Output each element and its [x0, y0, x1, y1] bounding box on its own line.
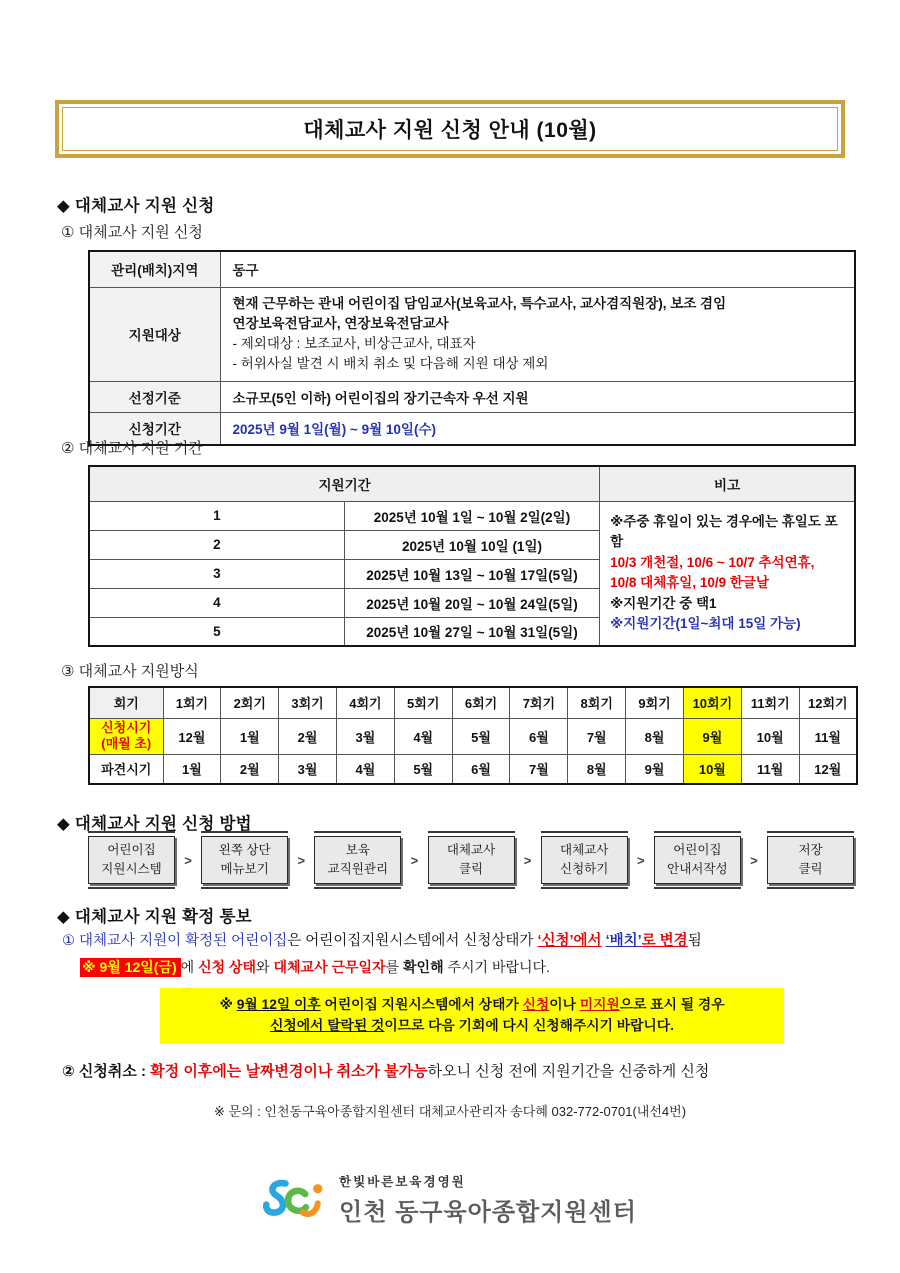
period-range: 2025년 10월 13일 ~ 10월 17일(5일): [344, 559, 599, 588]
row-value-target: [220, 287, 855, 381]
col-header: 6회기: [452, 687, 510, 718]
row-label-apply-time: [89, 718, 163, 754]
confirm-text: 에: [180, 959, 199, 975]
target-line: 연장보육전담교사, 연장보육전담교사: [232, 315, 449, 331]
apply-label-line: (매월 초): [101, 736, 152, 751]
table-row-dispatch-time: [89, 754, 857, 784]
period-range: 2025년 10월 27일 ~ 10월 31일(5일): [344, 617, 599, 646]
dispatch-month: 1월: [163, 754, 221, 784]
rejection-notice-box: [160, 988, 784, 1044]
apply-month: 11월: [799, 718, 857, 754]
row-value-criteria: 소규모(5인 이하) 어린이집의 장기근속자 우선 지원: [220, 381, 855, 412]
step-line: 저장: [798, 842, 823, 857]
confirm-line-1: [62, 929, 892, 950]
table-row: [89, 501, 855, 530]
date-badge: ※ 9월 12일(금): [80, 958, 181, 977]
step-line: 대체교사: [560, 842, 609, 857]
notice-line-2: [166, 1015, 778, 1036]
cancel-text: 하오니 신청 전에 지원기간을 신중하게 신청: [427, 1063, 710, 1080]
step-line: 대체교사: [446, 842, 496, 857]
cancel-warning: 확정 이후에는 날짜변경이나 취소가 불가능: [150, 1063, 428, 1080]
row-label-dispatch-time: 파견시기: [89, 754, 163, 784]
notice-text: 이므로 다음 기회에 다시 신청해주시기 바랍니다.: [384, 1018, 674, 1034]
notice-text: 어린이집 지원시스템에서 상태가: [320, 997, 523, 1012]
target-line: 현재 근무하는 관내 어린이집 담임교사(보육교사, 특수교사, 교사겸직원장), 보조 겸임: [232, 295, 727, 311]
step-line: 보육: [345, 842, 370, 857]
step-box-guide-write: [654, 836, 741, 884]
dispatch-month: 7월: [510, 754, 568, 784]
confirm-text: 은 어린이집지원시스템에서 신청상태가: [287, 933, 538, 949]
col-header: 2회기: [221, 687, 279, 718]
center-logo-icon: [263, 1174, 329, 1226]
apply-month: 7월: [568, 718, 626, 754]
col-header: 3회기: [279, 687, 337, 718]
confirm-text: 를: [385, 959, 404, 975]
notice-line-1: [166, 994, 778, 1015]
footer-logo: [0, 1172, 900, 1227]
step-line: 어린이집: [673, 842, 722, 857]
note-line: 10/3 개천절, 10/6 ~ 10/7 추석연휴,: [610, 554, 815, 570]
notice-rejected-phrase: 신청에서 탈락된 것: [270, 1018, 385, 1034]
col-header-note: 비고: [600, 466, 855, 501]
page-title: 대체교사 지원 신청 안내 (10월): [303, 119, 597, 142]
step-box-staff-mgmt: [314, 836, 401, 884]
confirm-verify: 확인해: [403, 959, 444, 975]
confirm-text: 됨: [687, 933, 702, 949]
row-label-region: 관리(배치)지역: [89, 251, 220, 287]
row-value-region: 동구: [220, 251, 855, 287]
dispatch-month: 8월: [568, 754, 626, 784]
dispatch-month: 4월: [336, 754, 394, 784]
note-line: ※주중 휴일이 있는 경우에는 휴일도 포함: [610, 513, 838, 550]
confirm-changed: 로 변경: [641, 933, 688, 949]
section-confirm-heading: ◆ 대체교사 지원 확정 통보: [57, 908, 252, 926]
apply-month: 6월: [510, 718, 568, 754]
apply-month: 3월: [336, 718, 394, 754]
col-header: 4회기: [336, 687, 394, 718]
step-box-system: [88, 836, 175, 884]
col-header: 11회기: [741, 687, 799, 718]
step-box-save: [767, 836, 854, 884]
confirm-check-status: 신청 상태: [198, 959, 257, 975]
period-num: 2: [89, 530, 344, 559]
confirm-check-workdate: 대체교사 근무일자: [273, 959, 386, 975]
table-header-row: [89, 687, 857, 718]
col-header-highlighted: 10회기: [683, 687, 741, 718]
arrow-right-icon: >: [523, 852, 532, 868]
target-line: - 제외대상 : 보조교사, 비상근교사, 대표자: [232, 336, 476, 351]
confirm-line-2: [80, 957, 890, 977]
notice-text: ※: [219, 997, 237, 1012]
step-line: 메뉴보기: [220, 862, 269, 876]
apply-month-highlighted: 9월: [683, 718, 741, 754]
step-line: 신청하기: [560, 862, 609, 876]
dispatch-month: 12월: [799, 754, 857, 784]
col-header: 8회기: [568, 687, 626, 718]
dispatch-month-highlighted: 10월: [683, 754, 741, 784]
period-range: 2025년 10월 1일 ~ 10월 2일(2일): [344, 501, 599, 530]
apply-month: 1월: [221, 718, 279, 754]
arrow-right-icon: >: [750, 852, 758, 868]
arrow-right-icon: >: [636, 852, 645, 868]
period-num: 4: [89, 588, 344, 617]
support-period-table: [88, 465, 856, 647]
confirm-status-from: ‘신청’에서: [537, 933, 602, 949]
table-row: [89, 287, 855, 381]
confirm-text: 와: [256, 959, 274, 975]
row-label-period: 신청기간: [89, 412, 220, 445]
dispatch-month: 9월: [626, 754, 684, 784]
dispatch-month: 6월: [452, 754, 510, 784]
step-line: 클릭: [458, 862, 484, 876]
step-line: 안내서작성: [667, 862, 728, 876]
step-line: 왼쪽 상단: [218, 842, 271, 857]
col-header-period: 지원기간: [89, 466, 600, 501]
apply-label-line: 신청시기: [101, 719, 152, 735]
arrow-right-icon: >: [410, 852, 419, 868]
step-box-apply: [541, 836, 628, 884]
org-text-block: [339, 1172, 637, 1227]
apply-month: 10월: [741, 718, 799, 754]
org-name-small: 한빛바른보육경영원: [339, 1175, 466, 1189]
confirm-blue-phrase: ① 대체교사 지원이 확정된 어린이집: [62, 933, 288, 949]
table-row: [89, 381, 855, 412]
table-row-apply-time: [89, 718, 857, 754]
notice-date: 9월 12일 이후: [236, 997, 321, 1012]
period-range: 2025년 10월 20일 ~ 10월 24일(5일): [344, 588, 599, 617]
schedule-table: [88, 686, 858, 785]
col-header: 1회기: [163, 687, 221, 718]
contact-line: ※ 문의 : 인천동구육아종합지원센터 대체교사관리자 송다혜 032-772-0701(내선4번): [213, 1104, 687, 1119]
row-label-criteria: 선정기준: [89, 381, 220, 412]
cancel-label: ② 신청취소 :: [62, 1063, 151, 1080]
table-row: [89, 412, 855, 445]
col-header: 7회기: [510, 687, 568, 718]
notice-status-unsupported: 미지원: [579, 997, 620, 1012]
table-header-row: [89, 466, 855, 501]
notice-text: 이나: [549, 997, 580, 1012]
section-steps-heading: ◆ 대체교사 지원 신청 방법: [57, 815, 252, 833]
apply-month: 2월: [279, 718, 337, 754]
note-line: ※지원기간(1일~최대 15일 가능): [610, 616, 801, 632]
step-box-substitute-click: [428, 836, 515, 884]
table-row: [89, 251, 855, 287]
cancel-line: [62, 1060, 892, 1081]
arrow-right-icon: >: [297, 852, 306, 868]
dispatch-month: 2월: [221, 754, 279, 784]
target-line: - 허위사실 발견 시 배치 취소 및 다음해 지원 대상 제외: [232, 356, 549, 372]
step-box-menu: [201, 836, 288, 884]
row-label-target: 지원대상: [89, 287, 220, 381]
period-num: 1: [89, 501, 344, 530]
step-line: 클릭: [798, 862, 823, 876]
note-line: ※지원기간 중 택1: [610, 595, 717, 611]
period-range: 2025년 10월 10일 (1일): [344, 530, 599, 559]
dispatch-month: 5월: [394, 754, 452, 784]
sub-label-apply: ① 대체교사 지원 신청: [61, 224, 203, 241]
apply-month: 8월: [626, 718, 684, 754]
row-value-period: 2025년 9월 1일(월) ~ 9월 10일(수): [220, 412, 855, 445]
step-line: 교직원관리: [327, 862, 389, 876]
period-num: 5: [89, 617, 344, 646]
confirm-text: 주시기 바랍니다.: [443, 959, 550, 975]
apply-month: 4월: [394, 718, 452, 754]
period-note-cell: [600, 501, 855, 646]
notice-status-apply: 신청: [522, 997, 550, 1012]
sub-label-method: ③ 대체교사 지원방식: [61, 663, 199, 680]
arrow-right-icon: >: [184, 852, 192, 868]
notice-text: 으로 표시 될 경우: [619, 997, 725, 1012]
apply-month: 12월: [163, 718, 221, 754]
col-header: 회기: [89, 687, 163, 718]
step-line: 지원시스템: [101, 862, 162, 876]
period-num: 3: [89, 559, 344, 588]
title-box: [55, 100, 845, 158]
support-apply-table: [88, 250, 856, 446]
col-header: 5회기: [394, 687, 452, 718]
note-line: 10/8 대체휴일, 10/9 한글날: [610, 575, 769, 591]
dispatch-month: 11월: [741, 754, 799, 784]
org-name-large: 인천 동구육아종합지원센터: [339, 1199, 637, 1226]
apply-month: 5월: [452, 718, 510, 754]
step-line: 어린이집: [107, 842, 156, 857]
sub-label-period: ② 대체교사 지원 기간: [61, 440, 203, 457]
section-apply-heading: ◆ 대체교사 지원 신청: [57, 197, 215, 215]
dispatch-month: 3월: [279, 754, 337, 784]
col-header: 12회기: [799, 687, 857, 718]
steps-flow: [88, 836, 854, 884]
confirm-status-to: ‘배치’: [605, 933, 642, 949]
col-header: 9회기: [626, 687, 684, 718]
